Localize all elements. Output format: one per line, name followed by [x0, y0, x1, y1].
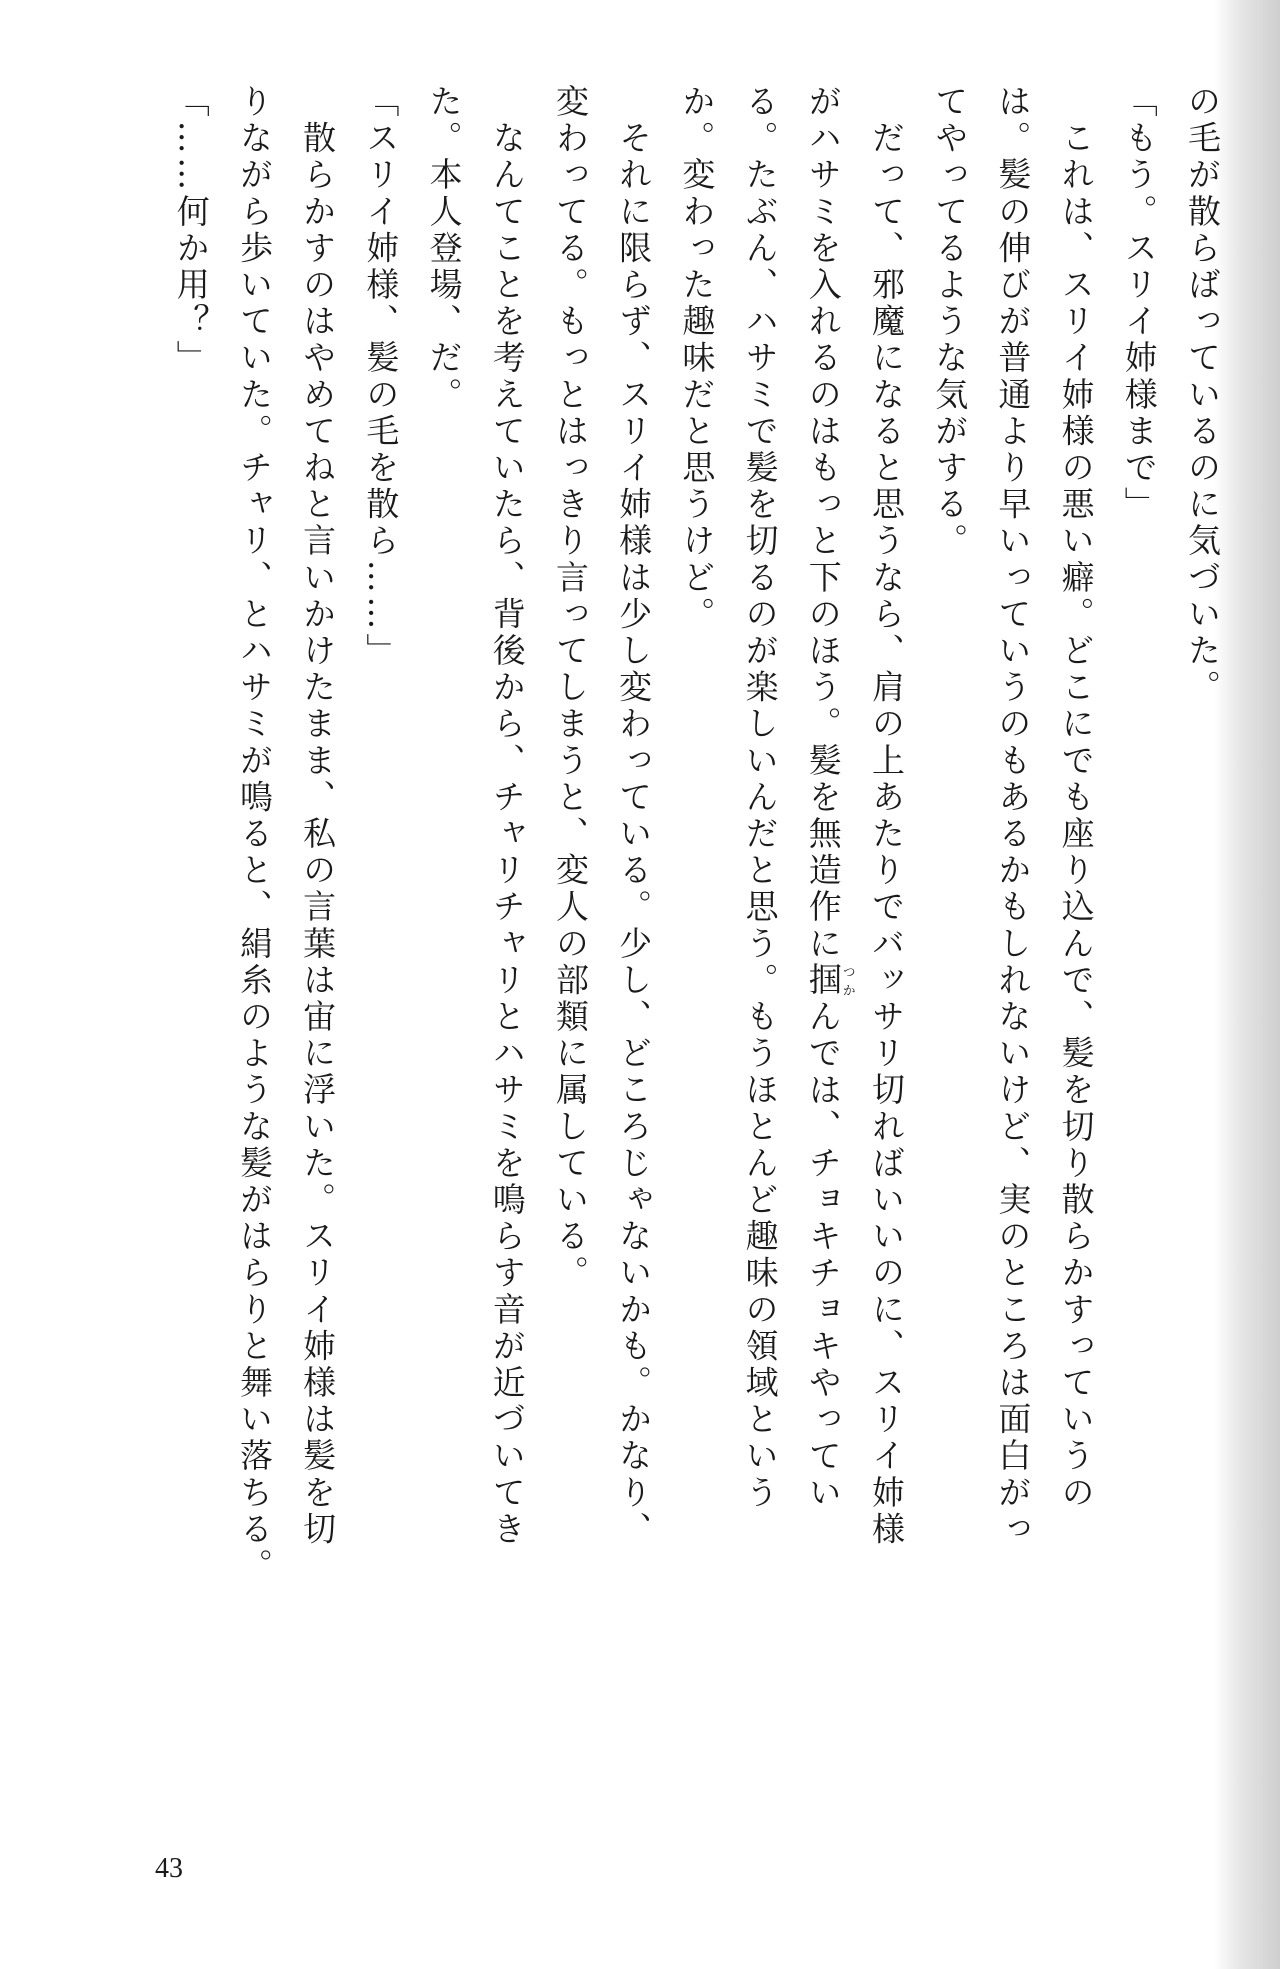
text-line: 変わってる。もっとはっきり言ってしまうと、変人の部類に属している。 [550, 84, 590, 1292]
text-line: だって、邪魔になると思うなら、肩の上あたりでバッサリ切ればいいのに、スリイ姉様 [866, 84, 906, 1548]
text-segment: んでは、チョキチョキやってい [803, 999, 843, 1512]
text-line: りながら歩いていた。チャリ、とハサミが鳴ると、絹糸のような髪がはらりと舞い落ちる。 [234, 84, 274, 1585]
text-line: これは、スリイ姉様の悪い癖。どこにでも座り込んで、髪を切り散らかすっていうの [1056, 84, 1096, 1512]
text-line: は。髪の伸びが普通より早いっていうのもあるかもしれないけど、実のところは面白がっ [993, 84, 1033, 1548]
text-line: 「……何か用？」 [171, 84, 211, 377]
text-line: の毛が散らばっているのに気づいた。 [1183, 84, 1222, 707]
text-line: る。たぶん、ハサミで髪を切るのが楽しいんだと思う。もうほとんど趣味の領域という [740, 84, 780, 1512]
text-line [792, 84, 855, 1564]
text-line: か。変わった趣味だと思うけど。 [677, 84, 717, 633]
text-line: 「スリイ姉様、髪の毛を散ら……」 [361, 84, 401, 670]
text-segment: がハサミを入れるのはもっと下のほう。髪を無造作に [803, 84, 843, 963]
text-line: それに限らず、スリイ姉様は少し変わっている。少し、どころじゃないかも。かなり、 [614, 84, 654, 1548]
text-line: 「もう。スリイ姉様まで」 [1119, 84, 1159, 524]
page-number: 43 [155, 1853, 183, 1884]
ruby-kanji [803, 962, 855, 1000]
ruby-reading: つか [839, 962, 855, 999]
text-line: なんてことを考えていたら、背後から、チャリチャリとハサミを鳴らす音が近づいてき [487, 84, 527, 1548]
ruby-base: 掴 [803, 962, 843, 1000]
text-line: た。本人登場、だ。 [424, 84, 464, 414]
text-line: てやってるような気がする。 [930, 84, 970, 560]
body-text [160, 84, 1234, 1585]
text-line: 散らかすのはやめてねと言いかけたまま、私の言葉は宙に浮いた。スリイ姉様は髪を切 [298, 84, 338, 1548]
